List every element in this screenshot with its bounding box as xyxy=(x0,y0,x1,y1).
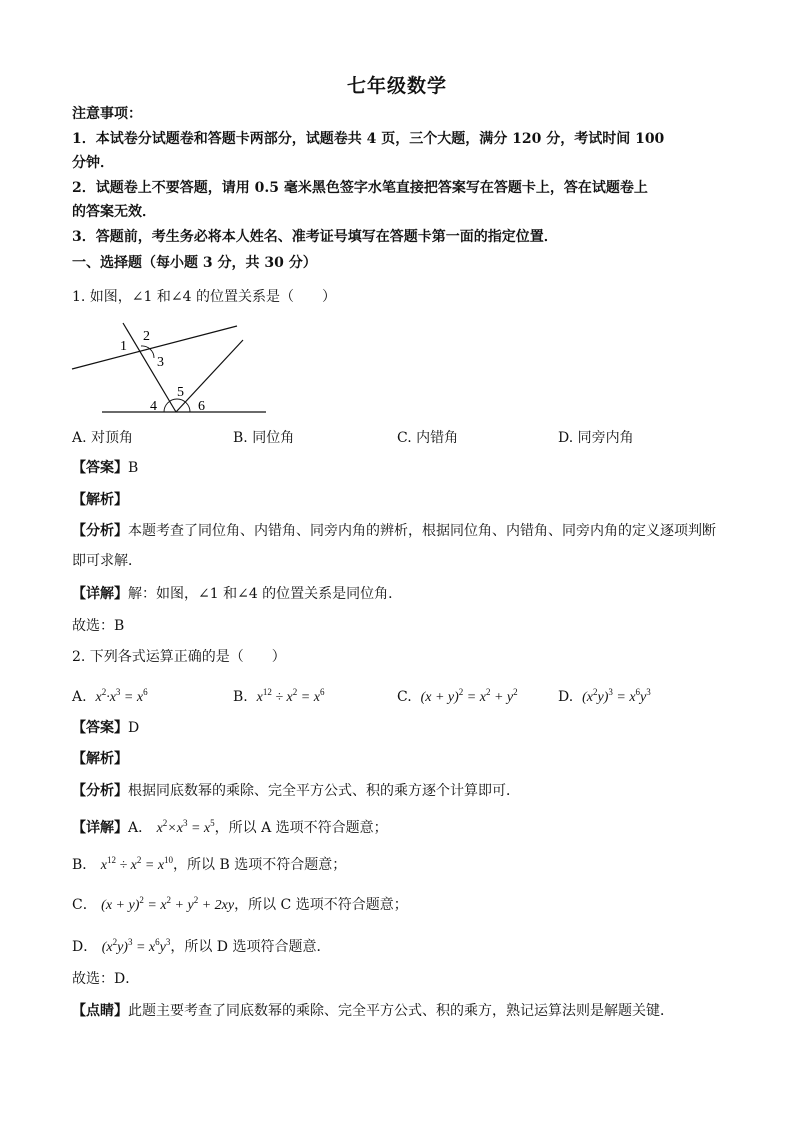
q1-detail-tag: 【详解】 xyxy=(72,586,128,602)
q1-option-a: A. 对顶角 xyxy=(72,430,134,446)
q1-answer-tag: 【答案】 xyxy=(72,460,128,476)
notice-item-1-cont: 分钟． xyxy=(72,155,114,171)
notice-item-3: 3．答题前，考生务必将本人姓名、准考证号填写在答题卡第一面的指定位置． xyxy=(72,229,558,245)
q2-fenxi-text: 根据同底数幂的乘除、完全平方公式、积的乘方逐个计算即可． xyxy=(128,783,520,799)
figure-ray xyxy=(176,340,243,412)
q2-option-d-letter: D. xyxy=(558,689,574,705)
q2-detail-a-prefix: A． xyxy=(128,820,153,836)
q2-option-d-formula: $(x^2y)^3 = x^6y^3$ xyxy=(582,687,651,705)
q2-option-b-letter: B. xyxy=(233,689,248,705)
q2-detail-c-suffix: ，所以 C 选项不符合题意； xyxy=(234,897,408,913)
q2-option-a xyxy=(72,682,148,708)
q2-detail-a-formula: $x^2\times x^3 = x^5$ xyxy=(156,818,215,836)
figure-line-top xyxy=(72,326,237,369)
q1-option-d: D. 同旁内角 xyxy=(558,430,634,446)
q2-option-b xyxy=(233,682,324,708)
page-title: 七年级数学 xyxy=(346,75,447,97)
q1-choose: 故选：B xyxy=(72,618,125,634)
section-heading: 一、选择题（每小题 3 分，共 30 分） xyxy=(72,255,317,271)
q2-detail-a xyxy=(72,813,388,839)
notice-item-2: 2．试题卷上不要答题，请用 0.5 毫米黑色签字水笔直接把答案写在答题卡上，答在试题卷上 xyxy=(72,180,648,196)
q2-detail-c xyxy=(72,890,408,916)
q2-dianjing-tag: 【点睛】 xyxy=(72,1003,128,1019)
q1-fenxi-tag: 【分析】 xyxy=(72,523,128,539)
q2-option-a-formula: $x^2\cdot x^3 = x^6$ xyxy=(95,687,148,705)
q2-detail-a-suffix: ，所以 A 选项不符合题意； xyxy=(214,820,388,836)
figure-label-1: 1 xyxy=(120,339,127,354)
q2-fenxi-tag: 【分析】 xyxy=(72,783,128,799)
q2-analysis-tag: 【解析】 xyxy=(72,751,128,767)
q1-detail xyxy=(72,584,402,604)
figure-label-4: 4 xyxy=(150,399,157,414)
q1-fenxi xyxy=(72,521,716,541)
q2-detail-d-suffix: ，所以 D 选项符合题意． xyxy=(170,939,331,955)
q2-detail-d xyxy=(72,932,330,958)
notice-heading: 注意事项： xyxy=(72,106,142,122)
q1-fenxi-text: 本题考查了同位角、内错角、同旁内角的辨析，根据同位角、内错角、同旁内角的定义逐项判断 xyxy=(128,523,716,539)
q2-option-b-formula: $x^{12} \div x^2 = x^6$ xyxy=(256,687,325,705)
q2-detail-d-formula: $(x^2y)^3 = x^6y^3$ xyxy=(101,937,171,955)
q2-option-c-letter: C. xyxy=(397,689,412,705)
q1-option-c: C. 内错角 xyxy=(397,430,459,446)
q2-answer xyxy=(72,718,139,738)
q2-detail-b xyxy=(72,850,346,876)
q1-figure xyxy=(66,318,276,418)
q2-detail-b-prefix: B． xyxy=(72,857,97,873)
q2-detail-c-formula: $(x + y)^2 = x^2 + y^2 + 2xy$ xyxy=(101,895,235,913)
q1-answer xyxy=(72,458,138,478)
q2-option-c xyxy=(397,682,518,708)
q2-option-a-letter: A. xyxy=(72,689,87,705)
figure-label-5: 5 xyxy=(177,385,184,400)
q1-stem: 1. 如图，∠1 和∠4 的位置关系是（ ） xyxy=(72,289,336,305)
q2-fenxi xyxy=(72,781,520,801)
q2-option-d xyxy=(558,682,651,708)
q2-detail-tag: 【详解】 xyxy=(72,820,128,836)
figure-label-3: 3 xyxy=(157,355,164,370)
q1-detail-text: 解：如图，∠1 和∠4 的位置关系是同位角． xyxy=(128,586,403,602)
notice-item-2-cont: 的答案无效． xyxy=(72,204,156,220)
q2-answer-tag: 【答案】 xyxy=(72,720,128,736)
q1-fenxi-cont: 即可求解． xyxy=(72,553,142,569)
q2-detail-b-formula: $x^{12} \div x^2 = x^{10}$ xyxy=(100,855,174,873)
figure-label-6: 6 xyxy=(198,399,205,414)
notice-item-1: 1．本试卷分试题卷和答题卡两部分，试题卷共 4 页，三个大题，满分 120 分，考试时间 100 xyxy=(72,131,665,147)
q2-option-c-formula: $(x + y)^2 = x^2 + y^2$ xyxy=(420,687,518,705)
figure-label-2: 2 xyxy=(143,329,150,344)
q2-dianjing-text: 此题主要考查了同底数幂的乘除、完全平方公式、积的乘方，熟记运算法则是解题关键． xyxy=(128,1003,674,1019)
q2-detail-b-suffix: ，所以 B 选项不符合题意； xyxy=(173,857,347,873)
q2-detail-c-prefix: C． xyxy=(72,897,97,913)
q1-analysis-tag: 【解析】 xyxy=(72,492,128,508)
q2-stem: 2. 下列各式运算正确的是（ ） xyxy=(72,649,286,665)
q2-choose: 故选：D． xyxy=(72,971,140,987)
q2-detail-d-prefix: D． xyxy=(72,939,98,955)
q2-dianjing xyxy=(72,1001,674,1021)
q1-answer-value: B xyxy=(128,460,139,476)
q1-option-b: B. 同位角 xyxy=(233,430,295,446)
q2-answer-value: D xyxy=(128,720,140,736)
